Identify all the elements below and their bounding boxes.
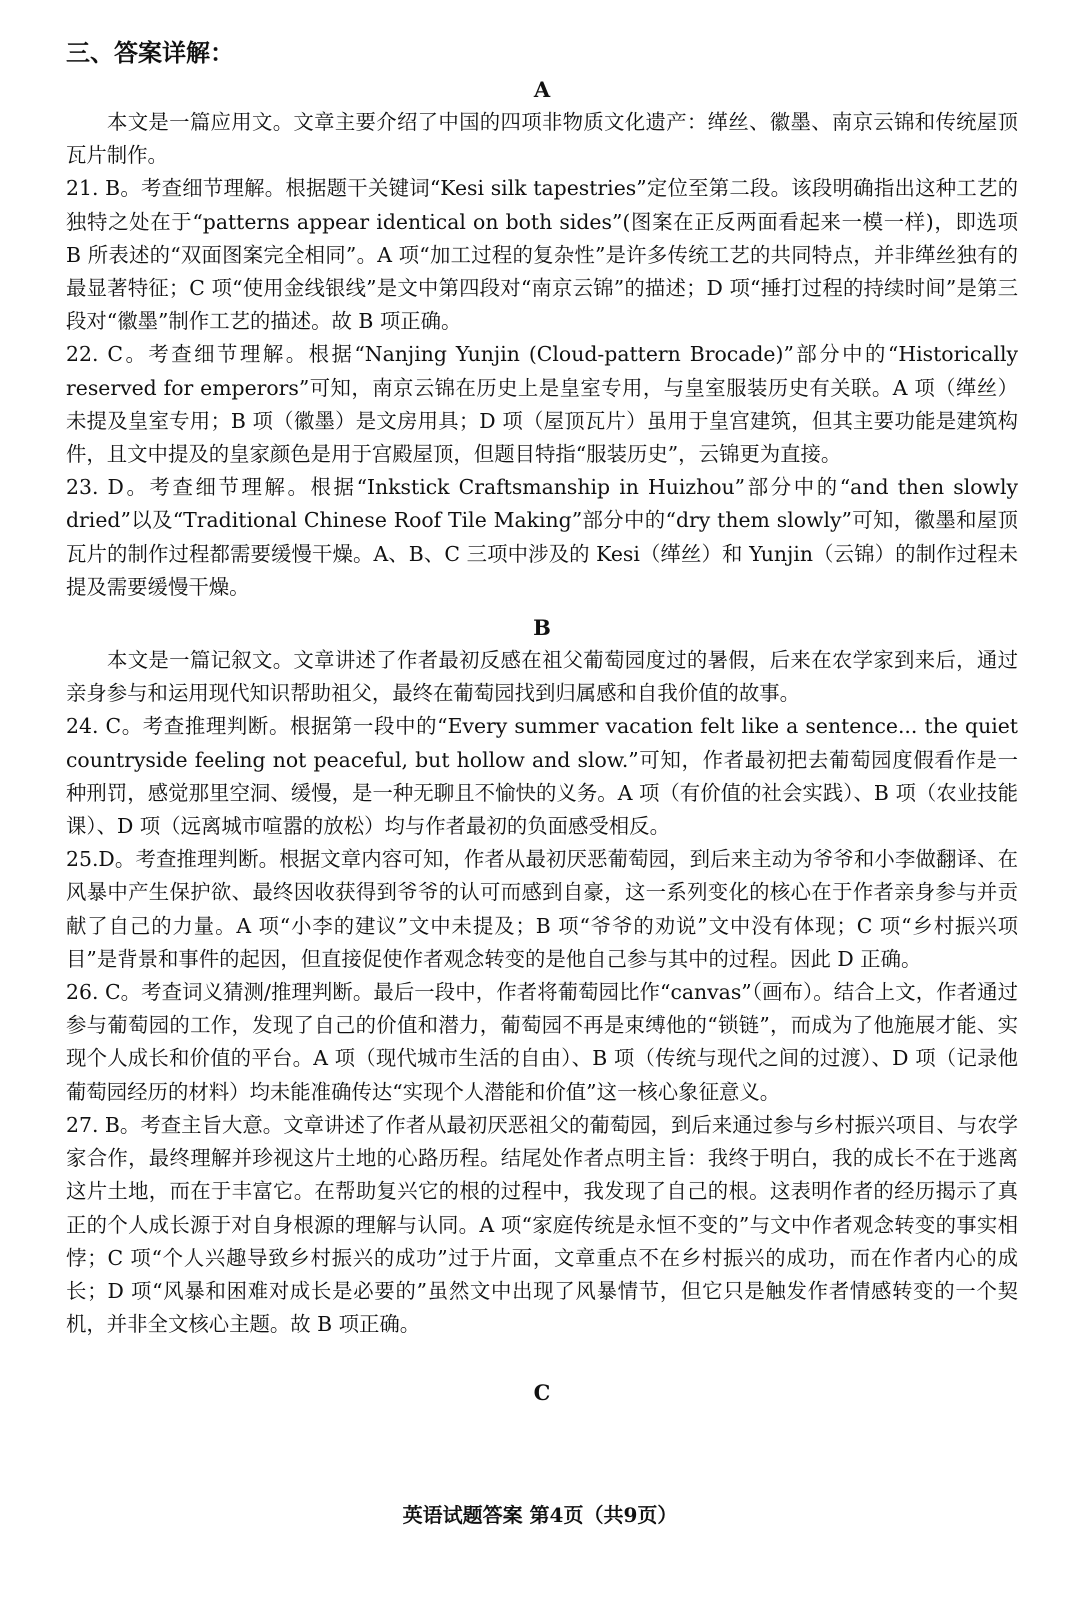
passage-a-letter: A [533,77,551,102]
page-footer: 英语试题答案 第4页（共9页） [402,1503,678,1527]
passage-b-letter: B [533,615,551,641]
answer-26: 26. C。考查词义猜测/推理判断。最后一段中，作者将葡萄园比作“canvas”（画布）。结合上文，作者通过参与葡萄园的工作，发现了自己的价值和潜力，葡萄园不再是束缚他的“锁链”，而成为了他施展才能、实现个人成长和价值的平台。A 项（现代城市生活的自由）、B 项（传统与现代之间的过渡）、D 项（记录他葡萄园经历的材料）均未能准确传达“实现个人潜能和价值”这一核心象征意义。 [66,980,1018,1104]
section-title: 三、答案详解： [66,39,234,67]
answer-27: 27. B。考查主旨大意。文章讲述了作者从最初厌恶祖父的葡萄园，到后来通过参与乡村振兴项目、与农学家合作，最终理解并珍视这片土地的心路历程。结尾处作者点明主旨：我终于明白，我的成长不在于逃离这片土地，而在于丰富它。在帮助复兴它的根的过程中，我发现了自己的根。这表明作者的经历揭示了真正的个人成长源于对自身根源的理解与认同。A 项“家庭传统是永恒不变的”与文中作者观念转变的事实相悖；C 项“个人兴趣导致乡村振兴的成功”过于片面，文章重点不在乡村振兴的成功，而在作者内心的成长；D 项“风暴和困难对成长是必要的”虽然文中出现了风暴情节，但它只是触发作者情感转变的一个契机，并非全文核心主题。故 B 项正确。 [66,1112,1018,1337]
passage-c-letter: C [533,1380,551,1406]
answer-22: 22. C。考查细节理解。根据“Nanjing Yunjin (Cloud-pattern Brocade)”部分中的“Historically reserved for emperors”可知，南京云锦在历史上是皇室专用，与皇室服装历史有关联。A 项（缂丝）未提及皇室专用；B 项（徽墨）是文房用具；D 项（屋顶瓦片）虽用于皇宫建筑，但其主要功能是建筑构件，且文中提及的皇家颜色是用于宫殿屋顶，但题目特指“服装历史”，云锦更为直接。 [66,342,1018,467]
answer-21: 21. B。考查细节理解。根据题干关键词“Kesi silk tapestries”定位至第二段。该段明确指出这种工艺的独特之处在于“patterns appear identical on both sides”(图案在正反两面看起来一模一样)，即选项 B 所表述的“双面图案完全相同”。A 项“加工过程的复杂性”是许多传统工艺的共同特点，并非缂丝独有的最显著特征；C 项“使用金线银线”是文中第四段对“南京云锦”的描述；D 项“捶打过程的持续时间”是第三段对“徽墨”制作工艺的描述。故 B 项正确。 [66,176,1018,334]
answer-24: 24. C。考查推理判断。根据第一段中的“Every summer vacation felt like a sentence... the quiet countryside feeling not peaceful, but hollow and slow.”可知，作者最初把去葡萄园度假看作是一种刑罚，感觉那里空洞、缓慢，是一种无聊且不愉快的义务。A 项（有价值的社会实践）、B 项（农业技能课）、D 项（远离城市喧嚣的放松）均与作者最初的负面感受相反。 [66,714,1018,839]
answer-25: 25.D。考查推理判断。根据文章内容可知，作者从最初厌恶葡萄园，到后来主动为爷爷和小李做翻译、在风暴中产生保护欲、最终因收获得到爷爷的认可而感到自豪，这一系列变化的核心在于作者亲身参与并贡献了自己的力量。A 项“小李的建议”文中未提及；B 项“爷爷的劝说”文中没有体现；C 项“乡村振兴项目”是背景和事件的起因，但直接促使作者观念转变的是他自己参与其中的过程。因此 D 正确。 [66,847,1018,971]
passage-a-intro: 本文是一篇应用文。文章主要介绍了中国的四项非物质文化遗产：缂丝、徽墨、南京云锦和传统屋顶瓦片制作。 [66,110,1018,168]
passage-b-intro: 本文是一篇记叙文。文章讲述了作者最初反感在祖父葡萄园度过的暑假，后来在农学家到来后，通过亲身参与和运用现代知识帮助祖父，最终在葡萄园找到归属感和自我价值的故事。 [66,648,1018,706]
answer-23: 23. D。考查细节理解。根据“Inkstick Craftsmanship in Huizhou”部分中的“and then slowly dried”以及“Traditional Chinese Roof Tile Making”部分中的“dry them slowly”可知，徽墨和屋顶瓦片的制作过程都需要缓慢干燥。A、B、C 三项中涉及的 Kesi（缂丝）和 Yunjin（云锦）的制作过程未提及需要缓慢干燥。 [66,475,1018,599]
